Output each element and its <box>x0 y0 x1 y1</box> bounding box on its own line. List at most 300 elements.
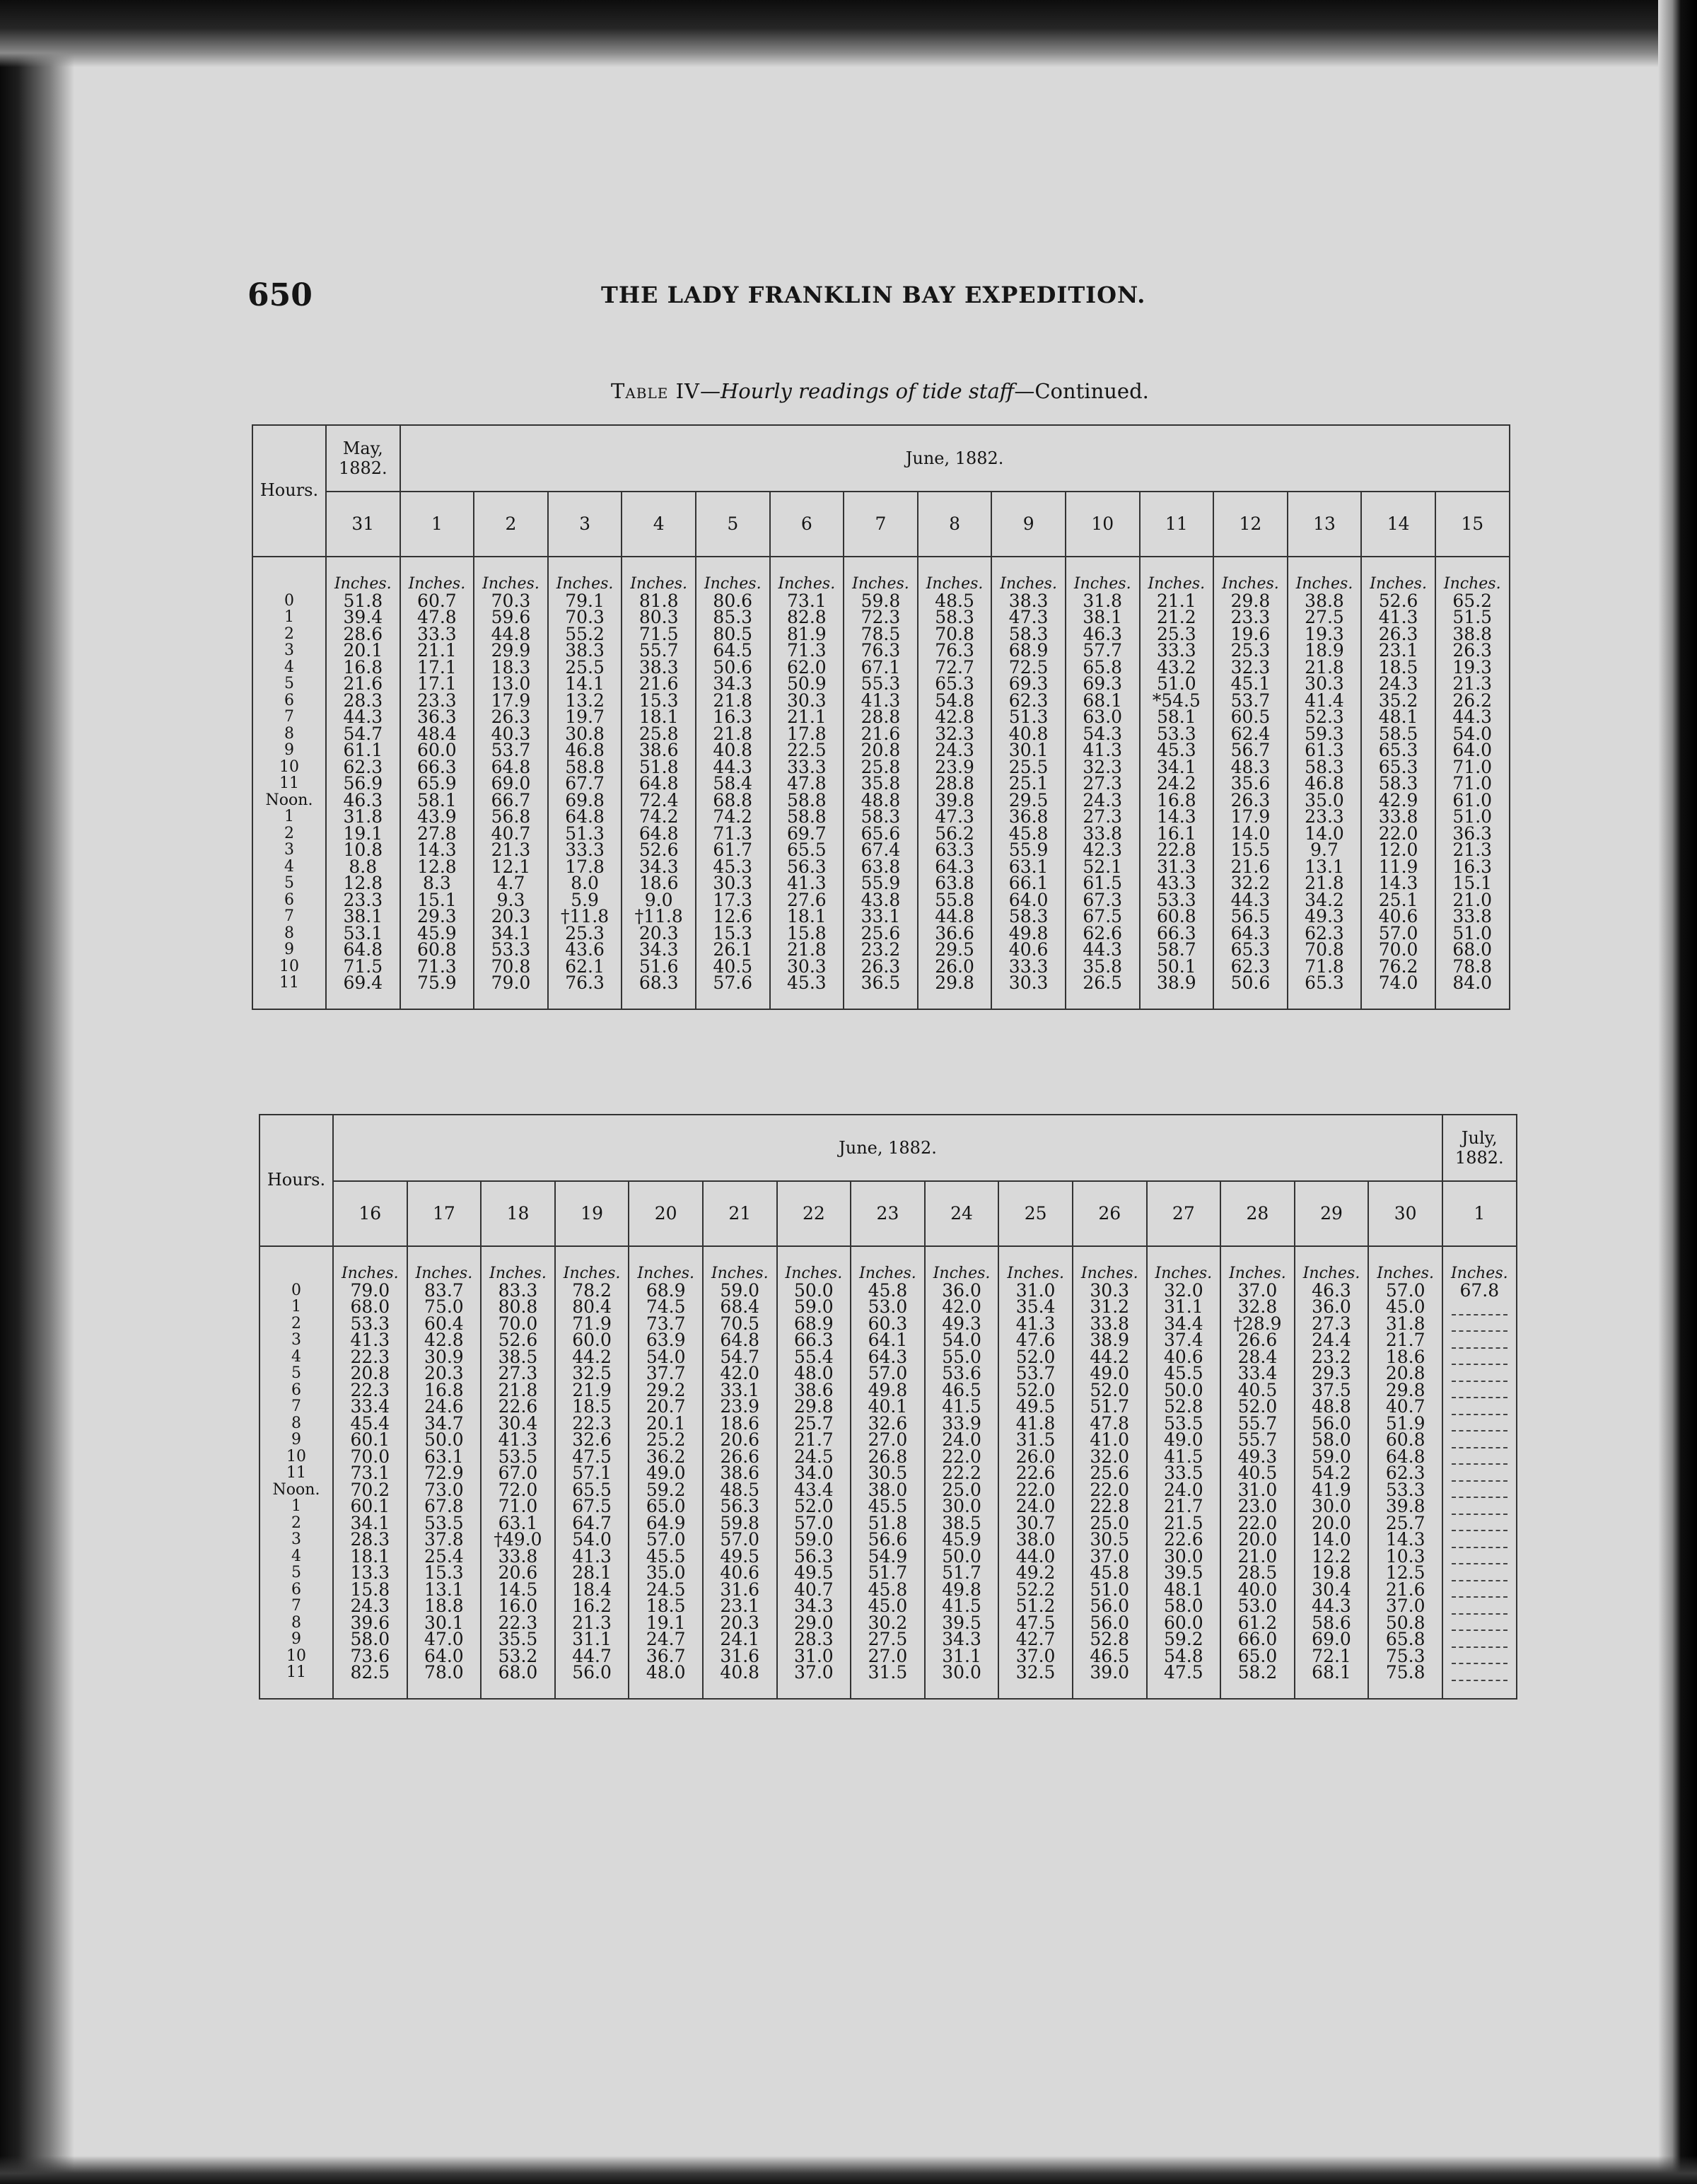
day-header: 2 <box>474 492 548 557</box>
tide-reading: 29.3 <box>1312 1363 1351 1383</box>
caption-dash: — <box>699 379 721 403</box>
tide-reading: 79.0 <box>491 972 531 993</box>
tide-reading: 28.8 <box>935 773 974 794</box>
tide-reading: 38.9 <box>1156 972 1196 993</box>
tide-reading: 34.3 <box>794 1596 834 1616</box>
hour-label: 3 <box>284 641 294 659</box>
tide-reading: 25.3 <box>1230 640 1271 661</box>
hour-label: 6 <box>291 1580 301 1598</box>
tide-reading: 39.5 <box>942 1612 981 1633</box>
tide-reading: 22.3 <box>350 1346 390 1367</box>
day-readings-column <box>481 1279 555 1683</box>
tide-reading: 33.4 <box>1237 1363 1278 1383</box>
tide-reading: 51.8 <box>343 590 383 611</box>
tide-reading: 31.5 <box>868 1662 908 1683</box>
tide-reading: 19.1 <box>646 1612 686 1633</box>
tide-reading: 26.0 <box>935 956 974 977</box>
tide-reading: 9.7 <box>1310 840 1339 860</box>
tide-reading: 47.3 <box>935 806 974 827</box>
day-readings-column <box>851 1279 925 1683</box>
tide-reading: 65.3 <box>1305 972 1344 993</box>
tide-reading: 60.0 <box>417 740 457 760</box>
tide-reading: 68.1 <box>1312 1662 1351 1683</box>
tide-reading: 10.8 <box>343 840 383 860</box>
tide-reading: 41.3 <box>572 1545 612 1567</box>
tide-reading: 62.0 <box>787 656 827 678</box>
tide-reading: 36.7 <box>646 1645 686 1666</box>
bottom-padding <box>925 1681 999 1699</box>
tide-reading: 16.3 <box>1452 856 1493 877</box>
tide-reading: 5.9 <box>571 889 599 910</box>
tide-reading: 51.7 <box>942 1562 981 1583</box>
tide-reading: 43.9 <box>417 806 457 827</box>
tide-reading: 75.8 <box>1385 1662 1425 1683</box>
tide-reading: 29.5 <box>935 939 974 960</box>
tide-reading: 55.8 <box>935 889 974 910</box>
tide-reading: 45.1 <box>1230 673 1271 694</box>
tide-reading: 30.1 <box>1008 740 1049 760</box>
tide-reading: 37.8 <box>424 1529 464 1550</box>
tide-reading: 64.1 <box>868 1330 908 1350</box>
tide-reading: 48.8 <box>1312 1396 1351 1417</box>
tide-reading: 52.8 <box>1163 1396 1203 1417</box>
tide-reading: 34.3 <box>713 673 753 694</box>
tide-reading: 34.3 <box>638 939 679 960</box>
tide-reading: 16.8 <box>1156 789 1196 811</box>
scan-binding-edge <box>0 0 74 2184</box>
tide-reading: 51.0 <box>1090 1579 1130 1600</box>
tide-reading: 45.3 <box>787 972 827 993</box>
day-readings-column <box>1140 590 1214 993</box>
tide-reading: 64.0 <box>424 1645 464 1666</box>
tide-reading: 64.3 <box>1230 922 1271 943</box>
tide-reading: 71.8 <box>1305 956 1344 977</box>
tide-reading: 40.7 <box>1385 1396 1425 1417</box>
tide-reading: 55.7 <box>1237 1412 1278 1434</box>
tide-reading: 14.5 <box>498 1579 538 1600</box>
tide-reading: 19.8 <box>1312 1562 1351 1583</box>
tide-reading: 80.3 <box>638 607 679 627</box>
tide-reading: 79.1 <box>565 590 605 611</box>
tide-reading: 28.5 <box>1237 1562 1278 1583</box>
tide-reading: 40.1 <box>868 1396 908 1417</box>
hour-label: 11 <box>286 1464 306 1482</box>
tide-reading: 50.0 <box>794 1279 834 1301</box>
tide-reading: 72.9 <box>424 1463 464 1483</box>
tide-reading: 52.6 <box>498 1330 538 1350</box>
tide-reading: 40.7 <box>491 823 531 844</box>
tide-reading: 67.5 <box>1083 906 1123 927</box>
tide-reading: 64.9 <box>646 1512 686 1533</box>
tide-reading: 21.3 <box>1452 673 1493 694</box>
bottom-padding <box>474 992 548 1009</box>
bottom-padding <box>400 992 474 1009</box>
tide-reading: 51.8 <box>868 1512 908 1533</box>
tide-reading: 78.2 <box>572 1279 612 1301</box>
tide-reading: 60.0 <box>1163 1612 1203 1633</box>
tide-reading: 61.2 <box>1237 1612 1278 1633</box>
tide-reading: 25.0 <box>1090 1512 1130 1533</box>
tide-reading: 30.0 <box>1312 1496 1351 1516</box>
tide-reading: 25.7 <box>1385 1512 1425 1533</box>
day-readings-column <box>1295 1279 1369 1683</box>
tide-reading: 69.0 <box>491 773 531 794</box>
month-header: June, 1882. <box>400 425 1510 492</box>
tide-reading: 33.3 <box>565 840 605 860</box>
tide-reading: 58.8 <box>787 789 827 811</box>
tide-reading: 20.8 <box>861 740 901 760</box>
tide-reading: 19.1 <box>343 823 383 844</box>
tide-reading: 14.0 <box>1312 1529 1351 1550</box>
tide-reading: 38.8 <box>1305 590 1344 611</box>
tide-reading: 60.1 <box>350 1429 390 1450</box>
hour-label: 3 <box>291 1530 301 1548</box>
tide-reading: 20.3 <box>638 922 679 943</box>
tide-reading: 61.3 <box>1305 740 1344 760</box>
tide-reading: 71.0 <box>498 1496 538 1516</box>
tide-reading: 70.0 <box>498 1313 538 1334</box>
tide-reading: 58.1 <box>417 789 457 811</box>
tide-reading: 56.0 <box>1312 1412 1351 1434</box>
day-readings-column <box>326 590 400 993</box>
tide-reading: 69.0 <box>1312 1629 1351 1649</box>
tide-reading: 29.5 <box>1008 789 1049 811</box>
tide-reading: 48.5 <box>935 590 974 611</box>
tide-reading: 74.2 <box>713 806 753 827</box>
bottom-padding <box>1147 1681 1221 1699</box>
tide-reading: 18.6 <box>720 1412 760 1434</box>
tide-reading: 49.8 <box>942 1579 981 1600</box>
day-readings-column <box>770 590 844 993</box>
tide-reading: 18.1 <box>787 906 827 927</box>
tide-reading: 54.3 <box>1083 723 1123 744</box>
tide-reading: 36.2 <box>646 1446 686 1467</box>
tide-reading: 25.8 <box>638 723 679 744</box>
tide-reading: 45.5 <box>1163 1363 1203 1383</box>
tide-reading: 56.7 <box>1230 740 1271 760</box>
tide-reading: 44.2 <box>572 1346 612 1367</box>
tide-reading: 31.8 <box>1083 590 1123 611</box>
tide-reading: 21.2 <box>1156 607 1196 627</box>
tide-reading: 58.4 <box>713 773 753 794</box>
tide-reading: 64.3 <box>935 856 974 877</box>
tide-reading: 22.0 <box>1237 1512 1278 1533</box>
tide-reading: 65.3 <box>935 673 974 694</box>
tide-reading: 19.7 <box>565 707 605 727</box>
tide-reading: 47.3 <box>1008 607 1049 627</box>
tide-reading: 33.9 <box>942 1412 981 1434</box>
tide-reading: 57.0 <box>794 1512 834 1533</box>
tide-reading: 34.1 <box>491 922 531 943</box>
tide-reading: 48.0 <box>646 1662 686 1683</box>
hour-label: 2 <box>284 824 294 842</box>
tide-reading: 69.3 <box>1083 673 1123 694</box>
tide-reading: 61.0 <box>1452 789 1493 811</box>
tide-reading: 16.2 <box>572 1596 612 1616</box>
bottom-padding <box>1295 1681 1369 1699</box>
blank-dashes <box>1452 1365 1508 1382</box>
tide-reading: 33.5 <box>1163 1463 1203 1483</box>
unit-label: Inches. <box>474 557 548 593</box>
tide-reading: 60.4 <box>424 1313 464 1334</box>
tide-reading: 39.4 <box>343 607 383 627</box>
tide-reading: 45.5 <box>868 1496 908 1516</box>
tide-reading: 30.0 <box>942 1662 981 1683</box>
tide-reading: 27.3 <box>1083 806 1123 827</box>
tide-reading: 68.9 <box>646 1279 686 1301</box>
unit-label: Inches. <box>851 1246 925 1282</box>
tide-reading: 51.3 <box>1008 707 1049 727</box>
tide-reading: 43.4 <box>794 1479 834 1500</box>
tide-reading: 22.0 <box>1015 1479 1056 1500</box>
tide-reading: 36.3 <box>417 707 457 727</box>
tide-reading: 33.8 <box>1090 1313 1130 1334</box>
bottom-padding <box>696 992 770 1009</box>
tide-reading: 13.3 <box>350 1562 390 1583</box>
tide-reading: 71.3 <box>417 956 457 977</box>
tide-reading: 57.0 <box>646 1529 686 1550</box>
hour-label: 5 <box>291 1564 301 1581</box>
tide-reading: 31.8 <box>1385 1313 1425 1334</box>
tide-reading: 15.3 <box>713 922 753 943</box>
day-readings-column <box>622 590 696 993</box>
tide-reading: 59.8 <box>861 590 901 611</box>
tide-reading: 81.8 <box>638 590 679 611</box>
day-header: 18 <box>481 1181 555 1246</box>
tide-reading: 53.3 <box>1385 1479 1425 1500</box>
tide-reading: 45.3 <box>1156 740 1196 760</box>
tide-reading: 26.3 <box>861 956 901 977</box>
tide-reading: 80.4 <box>572 1296 612 1317</box>
tide-reading: 41.5 <box>1163 1446 1203 1467</box>
day-header: 10 <box>1066 492 1140 557</box>
tide-reading: 63.1 <box>424 1446 464 1467</box>
tide-reading: 26.1 <box>713 939 753 960</box>
tide-reading: 27.3 <box>1083 773 1123 794</box>
tide-reading: 53.3 <box>491 939 531 960</box>
blank-dashes <box>1452 1332 1508 1349</box>
tide-reading: 20.6 <box>720 1429 760 1450</box>
tide-reading: 17.1 <box>417 656 457 678</box>
tide-reading: 31.0 <box>1015 1279 1056 1301</box>
tide-reading: 37.5 <box>1312 1379 1351 1400</box>
tide-reading: 51.0 <box>1452 922 1493 943</box>
unit-label: Inches. <box>777 1246 851 1282</box>
blank-dashes <box>1452 1631 1508 1648</box>
tide-reading: 50.0 <box>1163 1379 1203 1400</box>
tide-reading: 26.3 <box>491 707 531 727</box>
tide-reading: 53.3 <box>1156 889 1196 910</box>
tide-reading: 50.1 <box>1156 956 1196 977</box>
tide-reading: 58.8 <box>565 756 605 777</box>
tide-reading: 40.6 <box>1008 939 1049 960</box>
tide-reading: 30.3 <box>1008 972 1049 993</box>
tide-reading: 64.8 <box>638 823 679 844</box>
bottom-padding <box>407 1681 482 1699</box>
unit-label: Inches. <box>1361 557 1435 593</box>
tide-reading: 37.7 <box>646 1363 686 1383</box>
tide-reading: 20.8 <box>350 1363 390 1383</box>
tide-reading: 59.8 <box>720 1512 760 1533</box>
day-readings-column <box>548 590 622 993</box>
tide-reading: 64.8 <box>720 1330 760 1350</box>
unit-label: Inches. <box>844 557 918 593</box>
tide-reading: 31.3 <box>1156 856 1196 877</box>
tide-reading: 52.2 <box>1015 1579 1056 1600</box>
tide-reading: 68.8 <box>713 789 753 811</box>
tide-reading: 62.3 <box>1305 922 1344 943</box>
day-readings-column <box>1442 1279 1517 1681</box>
tide-reading: 44.3 <box>1452 707 1493 727</box>
unit-label: Inches. <box>1220 1246 1295 1282</box>
tide-reading: 31.5 <box>1015 1429 1056 1450</box>
hour-label: 7 <box>291 1398 301 1415</box>
tide-reading: 45.3 <box>713 856 753 877</box>
tide-reading: 17.8 <box>787 723 827 744</box>
month-header: July, 1882. <box>1442 1115 1517 1181</box>
caption-continued: —Continued. <box>1014 379 1149 403</box>
tide-reading: 36.6 <box>935 922 974 943</box>
tide-reading: 40.6 <box>1163 1346 1203 1367</box>
tide-reading: 36.0 <box>1312 1296 1351 1317</box>
tide-reading: 54.9 <box>868 1545 908 1567</box>
hour-label: 2 <box>284 625 294 643</box>
tide-reading: 18.5 <box>572 1396 612 1417</box>
tide-reading: 51.9 <box>1385 1412 1425 1434</box>
tide-reading: 18.8 <box>424 1596 464 1616</box>
tide-reading: 26.2 <box>1452 690 1493 711</box>
tide-reading: 65.8 <box>1083 656 1123 678</box>
tide-reading: 41.3 <box>787 873 827 893</box>
tide-reading: 71.3 <box>787 640 827 661</box>
bottom-padding <box>991 992 1066 1009</box>
tide-reading: 42.0 <box>720 1363 760 1383</box>
day-header: 14 <box>1361 492 1435 557</box>
tide-reading: 12.8 <box>343 873 383 893</box>
tide-reading: 26.6 <box>1237 1330 1278 1350</box>
tide-table-bottom <box>259 1114 1517 1700</box>
tide-reading: 64.8 <box>565 806 605 827</box>
tide-reading: 59.0 <box>1312 1446 1351 1467</box>
hours-header: Hours. <box>259 1115 333 1246</box>
tide-reading: 38.3 <box>1008 590 1049 611</box>
tide-reading: 64.0 <box>1452 740 1493 760</box>
tide-reading: 14.3 <box>1156 806 1196 827</box>
bottom-padding <box>622 992 696 1009</box>
tide-reading: 65.5 <box>572 1479 612 1500</box>
tide-reading: 71.5 <box>638 623 679 644</box>
tide-reading: 62.6 <box>1083 922 1123 943</box>
tide-reading: 29.8 <box>794 1396 834 1417</box>
tide-reading: 20.3 <box>491 906 531 927</box>
tide-reading: 32.5 <box>572 1363 612 1383</box>
tide-reading: 53.6 <box>942 1363 981 1383</box>
tide-reading: 39.6 <box>350 1612 390 1633</box>
tide-reading: 64.5 <box>713 640 753 661</box>
tide-reading: 28.3 <box>794 1629 834 1649</box>
tide-reading: 65.9 <box>417 773 457 794</box>
tide-reading: 66.0 <box>1237 1629 1278 1649</box>
tide-reading: 29.9 <box>491 640 531 661</box>
unit-label: Inches. <box>918 557 992 593</box>
hour-label: 8 <box>284 924 294 942</box>
caption-title: Hourly readings of tide staff <box>720 379 1015 403</box>
tide-reading: 51.7 <box>868 1562 908 1583</box>
tide-reading: 55.7 <box>1237 1429 1278 1450</box>
tide-reading: 16.0 <box>498 1596 538 1616</box>
tide-reading: 66.3 <box>794 1330 834 1350</box>
tide-reading: 27.0 <box>868 1645 908 1666</box>
tide-reading: 75.9 <box>417 972 457 993</box>
tide-reading: 64.8 <box>1385 1446 1425 1467</box>
tide-reading: 13.1 <box>424 1579 464 1600</box>
tide-reading: 63.1 <box>1008 856 1049 877</box>
day-header: 12 <box>1213 492 1288 557</box>
tide-reading: 30.5 <box>1090 1529 1130 1550</box>
day-readings-column <box>1220 1279 1295 1683</box>
tide-reading: 60.8 <box>1385 1429 1425 1450</box>
unit-label: Inches. <box>925 1246 999 1282</box>
tide-reading: 47.5 <box>1163 1662 1203 1683</box>
tide-reading: 70.8 <box>935 623 974 644</box>
tide-reading: 37.0 <box>794 1662 834 1683</box>
day-readings-column <box>1213 590 1288 993</box>
tide-reading: 67.5 <box>572 1496 612 1516</box>
tide-reading: 78.8 <box>1452 956 1493 977</box>
tide-reading: 43.2 <box>1156 656 1196 678</box>
bottom-padding <box>1368 1681 1442 1699</box>
tide-reading: 31.0 <box>794 1645 834 1666</box>
tide-reading: 53.0 <box>1237 1596 1278 1616</box>
tide-reading: 49.3 <box>1305 906 1344 927</box>
tide-reading: 63.8 <box>935 873 974 893</box>
tide-reading: 24.0 <box>1015 1496 1056 1516</box>
tide-reading: 53.5 <box>1163 1412 1203 1434</box>
tide-reading: 37.4 <box>1163 1330 1203 1350</box>
tide-reading: 14.3 <box>1385 1529 1425 1550</box>
tide-reading: 63.0 <box>1083 707 1123 727</box>
day-readings-column <box>991 590 1066 993</box>
tide-reading: 85.3 <box>713 607 753 627</box>
tide-reading: 44.8 <box>935 906 974 927</box>
tide-reading: 49.5 <box>794 1562 834 1583</box>
tide-reading: 24.4 <box>1312 1330 1351 1350</box>
tide-reading: 21.7 <box>794 1429 834 1450</box>
tide-reading: 13.0 <box>491 673 531 694</box>
tide-reading: 40.6 <box>1378 906 1418 927</box>
bottom-padding <box>1220 1681 1295 1699</box>
tide-reading: 55.4 <box>794 1346 834 1367</box>
tide-reading: 52.6 <box>1378 590 1418 611</box>
hour-label: 11 <box>279 974 299 992</box>
tide-reading: 40.8 <box>1008 723 1049 744</box>
tide-reading: 73.1 <box>787 590 827 611</box>
unit-label: Inches. <box>1073 1246 1147 1282</box>
tide-reading: 24.1 <box>720 1629 760 1649</box>
tide-reading: 25.1 <box>1008 773 1049 794</box>
tide-reading: 45.0 <box>1385 1296 1425 1317</box>
tide-reading: 58.3 <box>935 607 974 627</box>
tide-reading: 21.7 <box>1385 1330 1425 1350</box>
unit-label: Inches. <box>481 1246 555 1282</box>
tide-reading: 21.8 <box>713 723 753 744</box>
tide-reading: 53.5 <box>424 1512 464 1533</box>
tide-reading: 71.0 <box>1452 756 1493 777</box>
blank-dashes <box>1452 1498 1508 1515</box>
tide-reading: 21.6 <box>638 673 679 694</box>
tide-reading: 33.3 <box>787 756 827 777</box>
tide-reading: 33.1 <box>861 906 901 927</box>
